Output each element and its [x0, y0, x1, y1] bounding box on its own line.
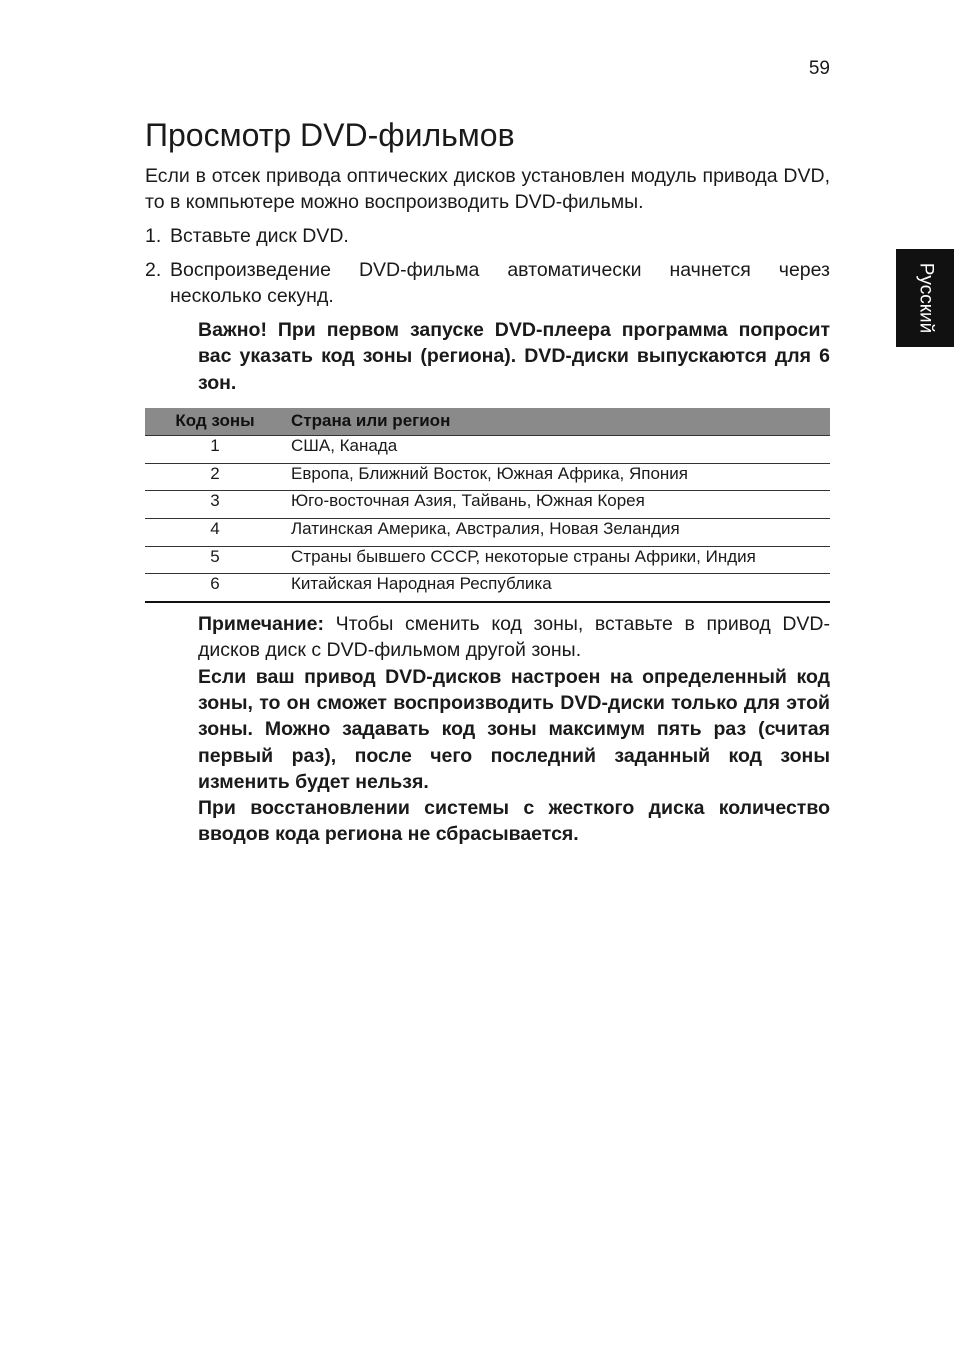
- important-text: Важно! При первом запуске DVD-плеера программа попросит вас указать код зоны (региона). DVD-диски выпускаются для 6 зон.: [198, 319, 830, 394]
- zone-code-cell: 6: [145, 574, 285, 602]
- page-content: [145, 115, 830, 848]
- zone-code-cell: 1: [145, 435, 285, 463]
- zone-lock-warning: Если ваш привод DVD-дисков настроен на определенный код зоны, то он сможет воспроизводить DVD-диски только для этой зоны. Можно задавать код зоны максимум пять раз (считая первый раз), после чего последний заданный код зоны изменить будет нельзя.: [198, 665, 830, 793]
- table-row: [145, 491, 830, 519]
- step-number: 2.: [145, 259, 162, 281]
- page-number: 59: [808, 58, 830, 79]
- step-item: [145, 257, 830, 309]
- table-row: [145, 546, 830, 574]
- zone-code-cell: 5: [145, 546, 285, 574]
- note-text: Чтобы сменить код зоны, вставьте в привод DVD-дисков диск с DVD-фильмом другой зоны.: [198, 613, 830, 662]
- header-region: Страна или регион: [285, 408, 830, 436]
- intro-paragraph: Если в отсек привода оптических дисков установлен модуль привода DVD, то в компьютере можно воспроизводить DVD-фильмы.: [145, 165, 830, 213]
- table-row: [145, 435, 830, 463]
- region-cell: Юго-восточная Азия, Тайвань, Южная Корея: [285, 491, 830, 519]
- reset-notice: При восстановлении системы с жесткого диска количество вводов кода региона не сбрасывается.: [198, 797, 830, 846]
- notes-section: [198, 611, 830, 848]
- zone-code-cell: 2: [145, 463, 285, 491]
- table-row: [145, 463, 830, 491]
- step-number: 1.: [145, 225, 162, 247]
- note-paragraph: [198, 611, 830, 664]
- region-cell: Европа, Ближний Восток, Южная Африка, Япония: [285, 463, 830, 491]
- region-cell: США, Канада: [285, 435, 830, 463]
- table-header-row: [145, 408, 830, 436]
- zone-code-cell: 3: [145, 491, 285, 519]
- table-row: [145, 574, 830, 602]
- note-label: Примечание:: [198, 613, 324, 636]
- header-zone-code: Код зоны: [145, 408, 285, 436]
- region-cell: Латинская Америка, Австралия, Новая Зеландия: [285, 518, 830, 546]
- region-cell: Страны бывшего СССР, некоторые страны Африки, Индия: [285, 546, 830, 574]
- language-tab-label: Русский: [915, 262, 936, 334]
- step-item: [145, 223, 830, 249]
- table-row: [145, 518, 830, 546]
- language-tab: [896, 249, 954, 347]
- zone-code-cell: 4: [145, 518, 285, 546]
- region-code-table: [145, 408, 830, 603]
- section-title: Просмотр DVD-фильмов: [145, 117, 515, 153]
- important-notice: [198, 317, 830, 396]
- step-text: Вставьте диск DVD.: [170, 225, 349, 247]
- region-cell: Китайская Народная Республика: [285, 574, 830, 602]
- step-text: Воспроизведение DVD-фильма автоматически начнется через несколько секунд.: [170, 259, 830, 307]
